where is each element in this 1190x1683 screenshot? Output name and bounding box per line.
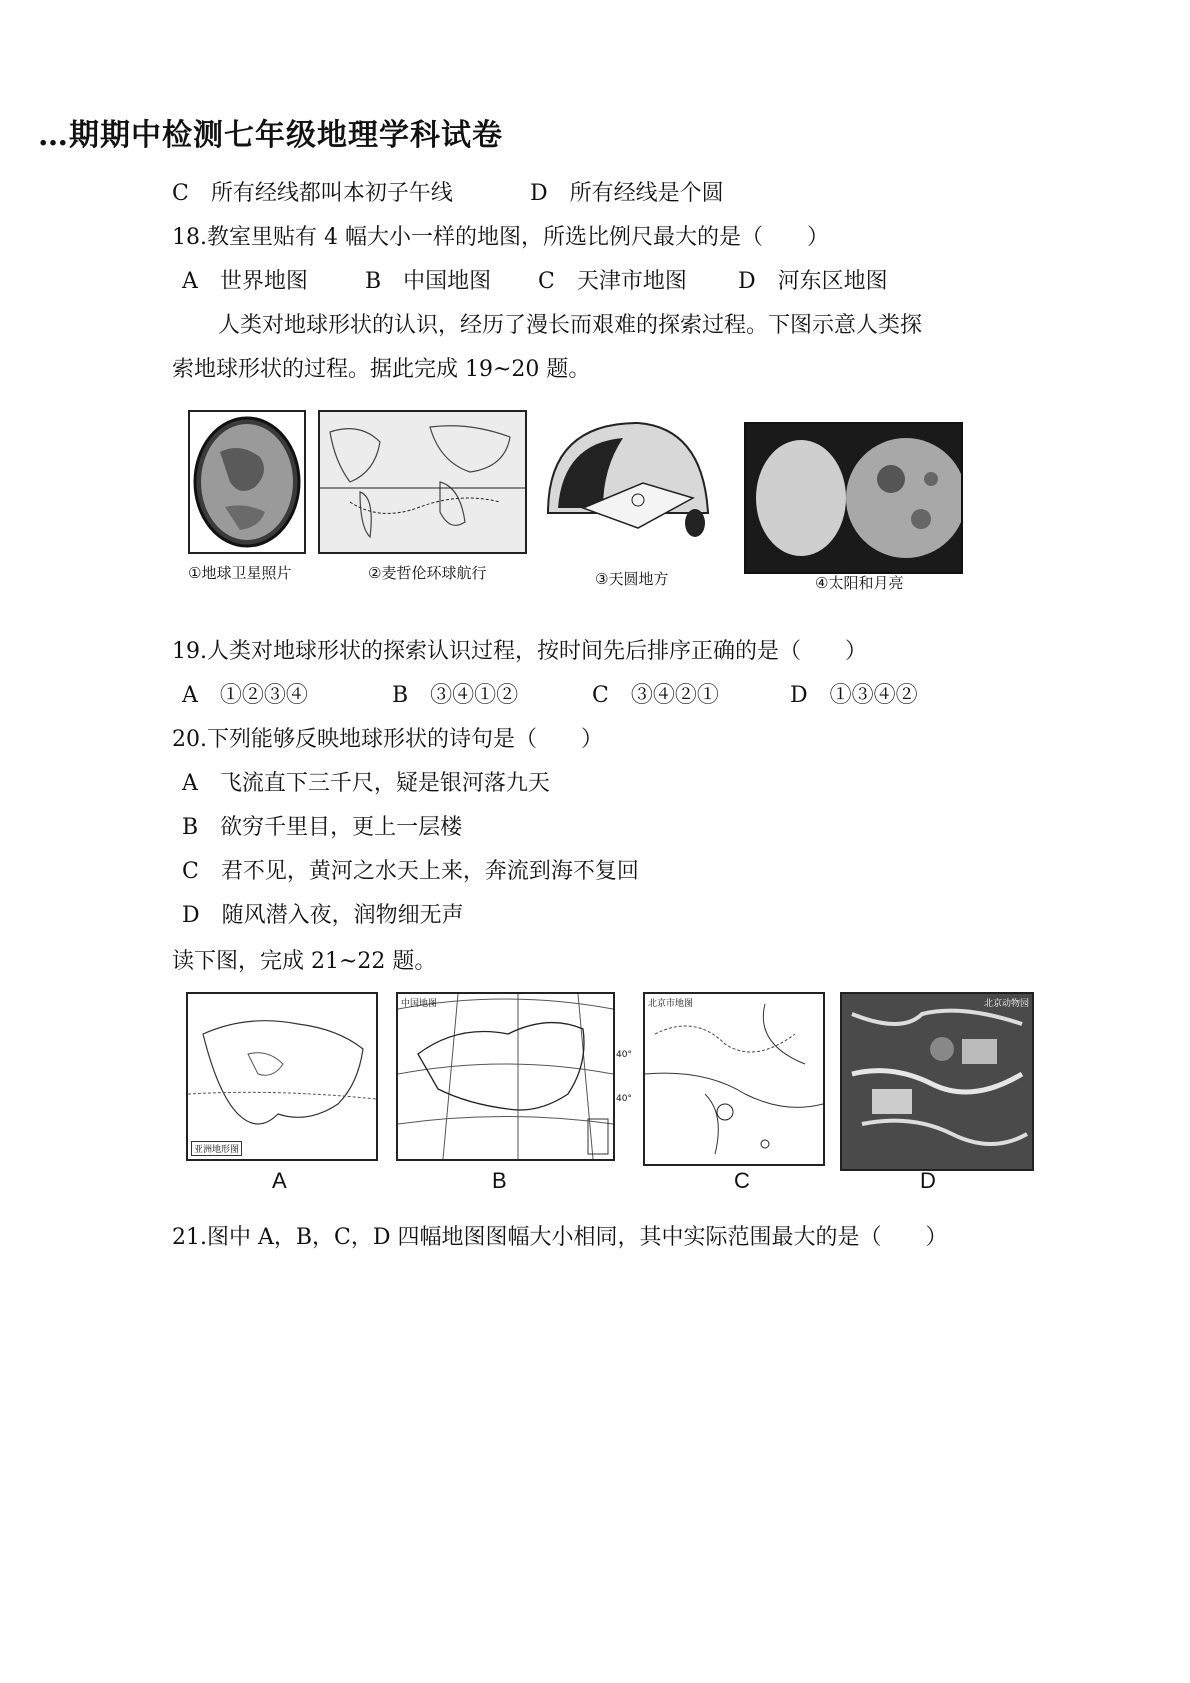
q19-option-d: D ①③④② [790, 683, 918, 708]
q20-stem: 20.下列能够反映地球形状的诗句是（ ） [172, 727, 603, 752]
map-label-b: B [492, 1168, 507, 1193]
q20-option-b: B 欲穷千里目，更上一层楼 [182, 815, 463, 840]
intro1-line1: 人类对地球形状的认识，经历了漫长而艰难的探索过程。下图示意人类探 [218, 313, 923, 338]
map-b-title: 中国地图 [401, 999, 438, 1009]
q19-option-c: C ③④②① [592, 683, 719, 708]
sun-and-moon-image [744, 422, 963, 574]
figure1-caption-2: ②麦哲伦环球航行 [368, 564, 487, 582]
q18-option-c: C 天津市地图 [538, 269, 687, 294]
map-label-a: A [272, 1168, 287, 1193]
map-c-title: 北京市地图 [648, 999, 694, 1009]
asia-map [186, 992, 378, 1161]
intro2: 读下图，完成 21~22 题。 [172, 949, 437, 974]
lat-tick-2: 40° [616, 1094, 632, 1104]
map-label-d: D [920, 1168, 936, 1193]
round-sky-square-earth-image [543, 418, 713, 553]
q19-stem: 19.人类对地球形状的探索认识过程，按时间先后排序正确的是（ ） [172, 639, 867, 664]
map-a-title: 亚洲地形图 [191, 1141, 242, 1156]
q20-option-d: D 随风潜入夜，润物细无声 [182, 903, 464, 928]
q19-option-a: A ①②③④ [182, 683, 308, 708]
map-label-c: C [734, 1168, 750, 1193]
figure1-caption-1: ①地球卫星照片 [188, 564, 292, 582]
intro1-line2: 索地球形状的过程。据此完成 19~20 题。 [172, 357, 591, 382]
beijing-city-map [643, 992, 825, 1166]
q18-option-a: A 世界地图 [182, 269, 308, 294]
q20-option-c: C 君不见，黄河之水天上来，奔流到海不复回 [182, 859, 639, 884]
q21-stem: 21.图中 A，B，C，D 四幅地图图幅大小相同，其中实际范围最大的是（ ） [172, 1225, 948, 1250]
map-d-title: 北京动物园 [983, 999, 1029, 1009]
q18-option-d: D 河东区地图 [738, 269, 888, 294]
magellan-voyage-map [318, 410, 527, 554]
q17-option-d: D 所有经线是个圆 [530, 181, 724, 206]
china-map [396, 992, 615, 1161]
q18-stem: 18.教室里贴有 4 幅大小一样的地图，所选比例尺最大的是（ ） [172, 225, 829, 250]
figure1-caption-3: ③天圆地方 [595, 570, 669, 588]
q20-option-a: A 飞流直下三千尺，疑是银河落九天 [182, 771, 550, 796]
page-title: …期期中检测七年级地理学科试卷 [38, 118, 503, 153]
figure1-caption-4: ④太阳和月亮 [815, 574, 904, 592]
lat-tick-1: 40° [616, 1050, 632, 1060]
q17-option-c: C 所有经线都叫本初子午线 [172, 181, 453, 206]
q19-option-b: B ③④①② [392, 683, 519, 708]
earth-satellite-image [188, 410, 306, 554]
q18-option-b: B 中国地图 [365, 269, 492, 294]
beijing-zoo-map [840, 992, 1034, 1171]
